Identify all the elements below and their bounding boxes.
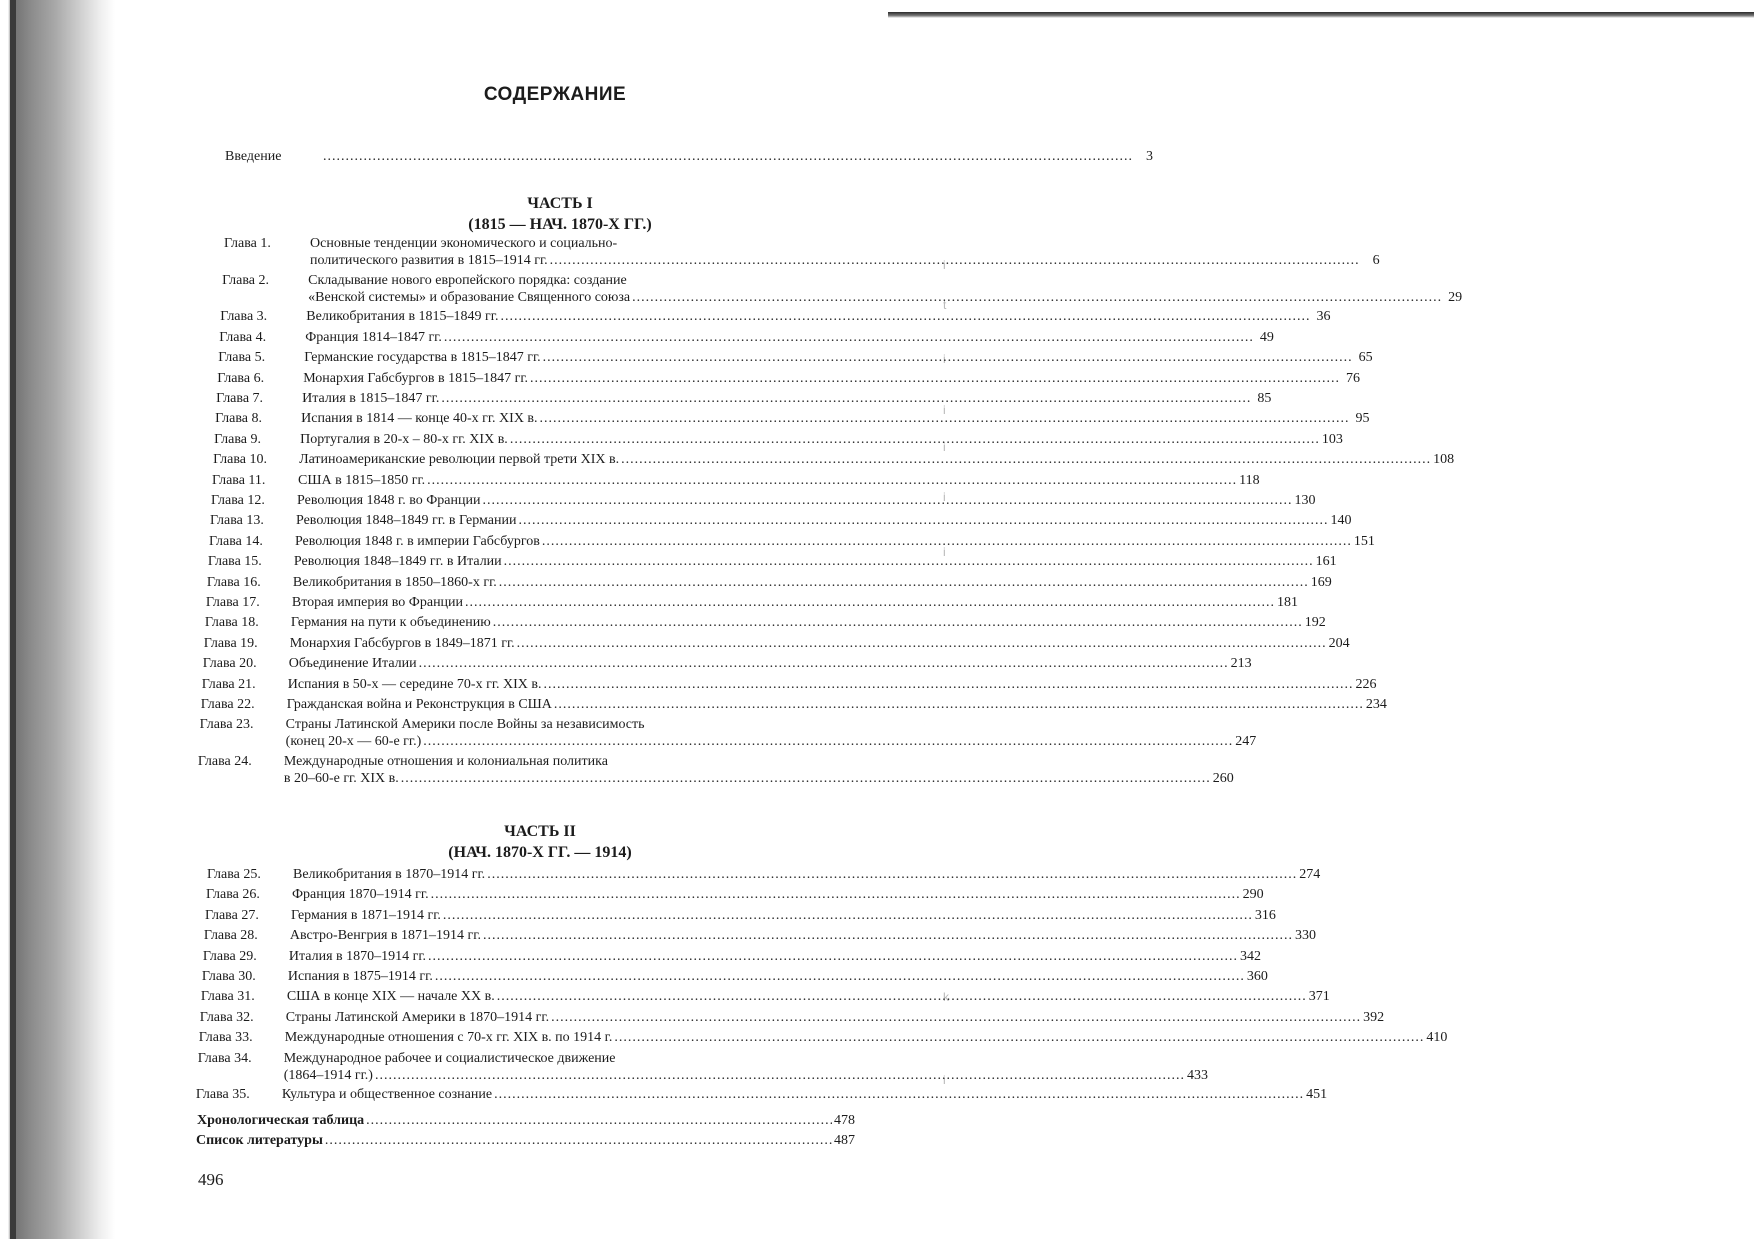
chapter-title-continued: (конец 20-х — 60-е гг.) — [285, 734, 422, 750]
chapter-number: Глава 28. — [203, 928, 258, 944]
toc-chapter-row — [205, 594, 1299, 615]
chapter-number: Глава 20. — [202, 656, 257, 672]
toc-chapter-row — [207, 866, 1321, 887]
bleed-through-mark: i — [943, 258, 946, 272]
chapter-title: Германские государства в 1815–1847 гг. — [304, 350, 541, 366]
chapter-title: Объединение Италии — [288, 656, 417, 672]
chapter-page: 451 — [1306, 1087, 1328, 1103]
chapter-number: Глава 2. — [222, 272, 270, 288]
leader-dots — [621, 451, 1431, 468]
chapter-title-continued: в 20–60-е гг. XIX в. — [283, 771, 399, 787]
chapter-title: Революция 1848–1849 гг. в Германии — [295, 513, 517, 529]
chapter-number: Глава 24. — [197, 754, 252, 770]
toc-chapter-row — [204, 614, 1326, 635]
chapter-title: Великобритания в 1870–1914 гг. — [293, 867, 486, 882]
toc-chapter-row — [207, 553, 1337, 574]
toc-chapter-row — [203, 635, 1350, 656]
back-matter-row — [197, 1112, 855, 1132]
chapter-number: Глава 35. — [195, 1087, 250, 1103]
chapter-number: Глава 31. — [200, 989, 255, 1005]
leader-dots — [500, 308, 1310, 325]
chapter-number: Глава 5. — [218, 350, 266, 366]
toc-chapter-row — [220, 308, 1331, 329]
toc-chapter-row — [195, 1086, 1328, 1107]
chapter-title: Культура и общественное сознание — [281, 1087, 493, 1103]
chapter-title: Международные отношения с 70-х гг. XIX в. по 1914 г. — [284, 1030, 613, 1046]
leader-dots — [542, 533, 1352, 550]
leader-dots — [632, 289, 1442, 306]
leader-dots — [614, 1029, 1424, 1046]
leader-dots — [431, 886, 1241, 903]
chapter-title: Великобритания в 1850–1860-х гг. — [292, 574, 497, 590]
chapter-title-continued: политического развития в 1815–1914 гг. — [310, 253, 548, 268]
leader-dots — [543, 676, 1353, 693]
back-matter-label: Хронологическая таблица — [197, 1113, 365, 1128]
toc-chapter-row — [217, 370, 1361, 391]
chapter-number: Глава 13. — [209, 513, 264, 529]
back-matter-label: Список литературы — [196, 1133, 323, 1148]
leader-dots — [465, 594, 1275, 611]
chapter-page: 260 — [1212, 771, 1234, 787]
part-heading: ЧАСТЬ II — [504, 823, 576, 840]
chapter-page: 247 — [1235, 734, 1257, 750]
chapter-title: Монархия Габсбургов в 1849–1871 гг. — [289, 635, 515, 651]
chapter-page: 118 — [1239, 472, 1260, 488]
chapter-number: Глава 10. — [213, 452, 267, 468]
leader-dots — [530, 370, 1340, 387]
chapter-number: Глава 19. — [203, 635, 258, 651]
chapter-page: 49 — [1259, 329, 1274, 345]
intro-label: Введение — [225, 149, 282, 164]
facing-page-edge — [888, 12, 1754, 18]
chapter-page: 103 — [1321, 431, 1343, 447]
toc-intro-row — [225, 148, 1153, 169]
leader-dots — [323, 148, 1133, 165]
chapter-number: Глава 12. — [211, 493, 265, 509]
chapter-number: Глава 32. — [199, 1009, 254, 1025]
chapter-number: Глава 9. — [214, 431, 261, 447]
toc-chapter-row — [215, 410, 1370, 431]
chapter-page: 192 — [1304, 615, 1326, 631]
leader-dots — [423, 733, 1233, 750]
toc-chapter-row — [199, 716, 1257, 758]
chapter-title: Испания в 1814 — конце 40-х гг. XIX в. — [301, 411, 538, 427]
chapter-title: Германия на пути к объединению — [290, 615, 491, 631]
leader-dots — [375, 1067, 1185, 1084]
chapter-page: 151 — [1353, 533, 1375, 549]
leader-dots — [444, 329, 1254, 346]
toc-chapter-row — [224, 235, 1380, 277]
chapter-title: Испания в 50-х — середине 70-х гг. XIX в. — [287, 676, 542, 692]
back-matter-page: 478 — [834, 1113, 855, 1128]
chapter-number: Глава 23. — [199, 717, 254, 733]
toc-chapter-row — [219, 329, 1274, 350]
toc-chapter-row — [201, 968, 1268, 989]
chapter-page: 274 — [1299, 867, 1321, 882]
chapter-page: 371 — [1308, 989, 1330, 1005]
chapter-number: Глава 26. — [205, 887, 260, 903]
chapter-title: Германия в 1871–1914 гг. — [290, 907, 441, 923]
chapter-number: Глава 34. — [197, 1050, 252, 1066]
chapter-number: Глава 17. — [205, 595, 260, 611]
bleed-through-mark: i — [943, 403, 946, 417]
chapter-title: Страны Латинской Америки в 1870–1914 гг. — [285, 1009, 550, 1025]
leader-dots — [493, 614, 1303, 631]
leader-dots — [494, 1086, 1304, 1103]
chapter-number: Глава 1. — [224, 236, 271, 251]
chapter-page: 316 — [1254, 907, 1276, 923]
chapter-page: 29 — [1448, 289, 1463, 305]
chapter-title: Франция 1870–1914 гг. — [291, 887, 429, 903]
chapter-number: Глава 8. — [215, 411, 263, 427]
chapter-number: Глава 29. — [202, 948, 257, 964]
chapter-title: Латиноамериканские революции первой трети XIX в. — [299, 452, 620, 468]
chapter-title: Италия в 1815–1847 гг. — [302, 391, 440, 407]
bleed-through-mark: i — [943, 440, 946, 454]
chapter-page: 76 — [1346, 370, 1361, 386]
toc-chapter-row — [197, 753, 1234, 795]
chapter-page: 360 — [1246, 969, 1268, 984]
chapter-title: Италия в 1870–1914 гг. — [288, 948, 427, 964]
chapter-number: Глава 22. — [200, 697, 255, 713]
chapter-number: Глава 21. — [201, 676, 256, 692]
leader-dots — [519, 512, 1329, 529]
leader-dots — [443, 907, 1253, 924]
toc-chapter-row — [212, 472, 1260, 493]
chapter-title: США в 1815–1850 гг. — [298, 472, 426, 488]
toc-chapter-row — [222, 272, 1463, 314]
chapter-number: Глава 14. — [208, 533, 263, 549]
leader-dots — [504, 553, 1314, 570]
chapter-title: Вторая империя во Франции — [291, 595, 464, 611]
leader-dots — [435, 968, 1245, 985]
chapter-page: 290 — [1242, 887, 1264, 903]
chapter-title: Испания в 1875–1914 гг. — [287, 969, 433, 984]
leader-dots — [441, 390, 1251, 407]
leader-dots — [427, 472, 1237, 489]
chapter-title: Португалия в 20-х – 80-х гг. XIX в. — [300, 431, 508, 447]
toc-chapter-row — [209, 512, 1352, 533]
chapter-page: 226 — [1355, 676, 1377, 692]
toc-chapter-row — [214, 431, 1343, 452]
chapter-number: Глава 11. — [212, 472, 266, 488]
chapter-title: Международные отношения и колониальная политика — [283, 754, 608, 770]
chapter-number: Глава 3. — [220, 309, 268, 325]
leader-dots — [540, 410, 1350, 427]
chapter-title: США в конце XIX — начале XX в. — [286, 989, 495, 1005]
chapter-page: 392 — [1363, 1009, 1385, 1025]
chapter-page: 342 — [1240, 948, 1262, 964]
toc-chapter-row — [204, 907, 1276, 928]
page-number: 496 — [198, 1170, 224, 1189]
chapter-number: Глава 18. — [204, 615, 259, 631]
leader-dots — [499, 574, 1309, 591]
chapter-number: Глава 25. — [207, 867, 261, 882]
toc-chapter-row — [202, 948, 1262, 969]
leader-dots — [551, 1009, 1361, 1026]
chapter-title-continued: (1864–1914 гг.) — [283, 1067, 373, 1083]
toc-chapter-row — [216, 390, 1272, 411]
chapter-page: 36 — [1316, 309, 1331, 325]
back-matter-page: 487 — [834, 1133, 855, 1148]
leader-dots — [482, 492, 1292, 509]
chapter-title: Великобритания в 1815–1849 гг. — [306, 309, 499, 325]
chapter-number: Глава 27. — [204, 907, 259, 923]
chapter-number: Глава 15. — [207, 554, 262, 570]
toc-chapter-row — [200, 696, 1387, 717]
leader-dots — [419, 655, 1229, 672]
chapter-number: Глава 6. — [217, 370, 265, 386]
chapter-title: Австро-Венгрия в 1871–1914 гг. — [289, 928, 481, 944]
bleed-through-mark: i — [943, 545, 946, 559]
chapter-page: 433 — [1186, 1067, 1208, 1083]
toc-chapter-row — [213, 451, 1455, 472]
leader-dots — [366, 1112, 832, 1129]
chapter-title: Революция 1848 г. во Франции — [297, 493, 481, 509]
leader-dots — [428, 948, 1238, 965]
chapter-page: 161 — [1315, 554, 1337, 570]
leader-dots — [543, 349, 1353, 366]
leader-dots — [550, 252, 1360, 269]
leader-dots — [483, 927, 1293, 944]
chapter-number: Глава 33. — [198, 1030, 253, 1046]
toc-chapter-row — [208, 533, 1375, 554]
toc-chapter-row — [201, 676, 1377, 697]
bleed-through-mark: i — [943, 1073, 946, 1087]
chapter-page: 330 — [1294, 928, 1316, 944]
chapter-title: Гражданская война и Реконструкция в США — [286, 697, 552, 713]
bleed-through-mark: i — [943, 352, 946, 366]
chapter-page: 140 — [1330, 513, 1352, 529]
toc-chapter-row — [211, 492, 1316, 513]
leader-dots — [510, 431, 1320, 448]
leader-dots — [517, 635, 1327, 652]
chapter-title: Франция 1814–1847 гг. — [305, 329, 442, 345]
toc-chapter-row — [197, 1050, 1208, 1092]
toc-chapter-row — [200, 988, 1330, 1009]
toc-chapter-row — [202, 655, 1252, 676]
chapter-page: 204 — [1328, 635, 1350, 651]
chapter-number: Глава 7. — [216, 391, 264, 407]
chapter-title-continued: «Венской системы» и образование Священного союза — [308, 289, 631, 305]
part-period: (1815 — НАЧ. 1870-Х ГГ.) — [468, 216, 652, 233]
toc-chapter-row — [205, 886, 1264, 907]
chapter-title: Страны Латинской Америки после Войны за независимость — [285, 717, 645, 733]
chapter-page: 95 — [1355, 411, 1370, 427]
leader-dots — [401, 770, 1211, 787]
chapter-page: 169 — [1310, 574, 1332, 590]
part-heading: ЧАСТЬ I — [527, 195, 593, 212]
chapter-page: 85 — [1257, 391, 1272, 407]
chapter-number: Глава 4. — [219, 329, 267, 345]
chapter-number: Глава 30. — [201, 969, 256, 984]
chapter-page: 65 — [1358, 350, 1373, 366]
chapter-page: 234 — [1365, 697, 1387, 713]
chapter-title: Революция 1848 г. в империи Габсбургов — [294, 533, 540, 549]
bleed-through-mark: i — [943, 490, 946, 504]
leader-dots — [554, 696, 1364, 713]
part-period: (НАЧ. 1870-Х ГГ. — 1914) — [448, 844, 632, 861]
chapter-page: 6 — [1372, 253, 1380, 268]
chapter-title: Основные тенденции экономического и социально- — [310, 236, 618, 251]
chapter-title: Международное рабочее и социалистическое движение — [283, 1050, 616, 1066]
chapter-title: Революция 1848–1849 гг. в Италии — [293, 554, 502, 570]
chapter-number: Глава 16. — [206, 574, 261, 590]
chapter-title: Складывание нового европейского порядка: создание — [308, 272, 627, 288]
chapter-page: 410 — [1426, 1030, 1448, 1046]
chapter-page: 181 — [1277, 595, 1299, 611]
back-matter-row — [196, 1132, 855, 1152]
intro-page: 3 — [1146, 149, 1153, 164]
leader-dots — [487, 866, 1297, 883]
chapter-page: 108 — [1433, 452, 1455, 468]
toc-chapter-row — [198, 1029, 1448, 1050]
toc-chapter-row — [199, 1009, 1385, 1030]
bleed-through-mark: t — [943, 298, 947, 312]
bleed-through-mark: k — [943, 990, 949, 1004]
page-title: СОДЕРЖАНИЕ — [483, 84, 627, 105]
chapter-page: 213 — [1230, 656, 1252, 672]
leader-dots — [325, 1132, 832, 1149]
chapter-page: 130 — [1294, 493, 1316, 509]
toc-chapter-row — [203, 927, 1316, 948]
toc-chapter-row — [218, 349, 1373, 370]
chapter-title: Монархия Габсбургов в 1815–1847 гг. — [303, 370, 529, 386]
leader-dots — [497, 988, 1307, 1005]
toc-chapter-row — [206, 574, 1332, 595]
